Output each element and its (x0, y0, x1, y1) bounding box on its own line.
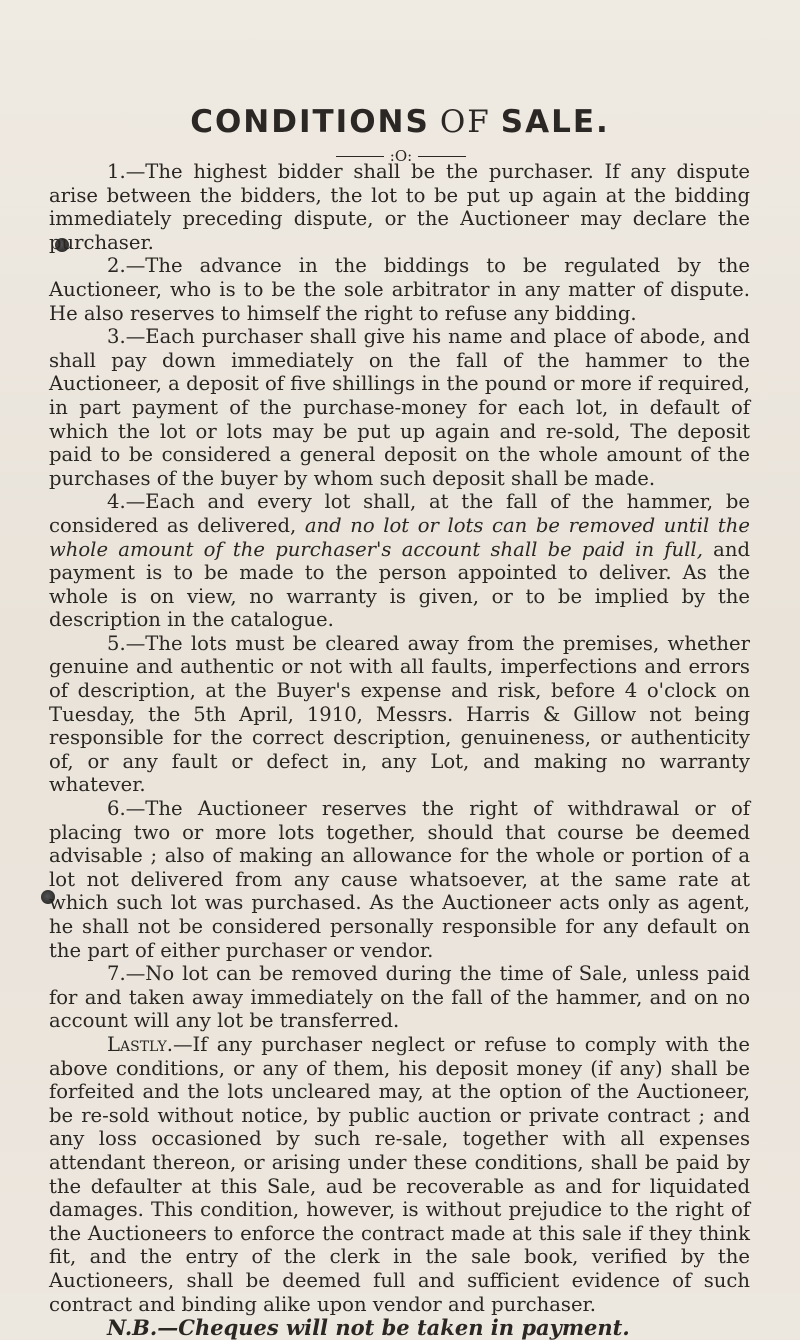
title-conditions: CONDITIONS (190, 104, 430, 140)
condition-3: 3.—Each purchaser shall give his name and place of abode, and shall pay down immediately on the fall of the hammer to the Auctioneer, a deposit of five shillings in the pound or more if required, in part payment of the purchase-money for each lot, in default of which the lot or lots may be put up again and re-sold, The deposit paid to be considered a general deposit on the whole amount of the purchases of the buyer by whom such deposit shall be made. (49, 325, 751, 490)
condition-4-start: 4.—Each and every lot shall, at the fall of the hammer, be considered as delivered, (49, 490, 750, 537)
lastly-text: —If any purchaser neglect or refuse to comply with the above conditions, or any of them, his deposit money (if any) shall be forfeited and the lots uncleared may, at the option of the Auctioneer, be re-sold without notice, by public auction or private contract ; and any loss occasioned by such re-sale, together with all expenses attendant thereon, or arising under these conditions, shall be paid by the defaulter at this Sale, aud be recoverable as and for liquidated damages. This condition, however, is without prejudice to the right of the Auctioneers to enforce the contract made at this sale if they think fit, and the entry of the clerk in the sale book, verified by the Auctioneers, shall be deemed full and sufficient evidence of such contract and binding alike upon vendor and purchaser. (49, 1032, 750, 1316)
condition-4-end: and payment is to be made to the person appointed to deliver. As the whole is on view, no warranty is given, or to be implied by the description in the catalogue. (49, 537, 750, 632)
conditions-body (49, 160, 750, 1340)
title-sale: SALE. (500, 104, 610, 140)
title-divider: :O: (336, 148, 466, 164)
page-title (0, 104, 800, 140)
condition-lastly (49, 1033, 750, 1316)
condition-7: 7.—No lot can be removed during the time of Sale, unless paid for and taken away immediately on the fall of the hammer, and on no account will any lot be transferred. (49, 962, 750, 1033)
nota-bene: N.B.—Cheques will not be taken in payment. (107, 1315, 630, 1340)
condition-4 (49, 490, 750, 632)
condition-1: 1.—The highest bidder shall be the purchaser. If any dispute arise between the bidders, the lot to be put up again at the bidding immediately preceding dispute, or the Auctioneer may declare the purchaser. (49, 160, 750, 254)
condition-2: 2.—The advance in the biddings to be regulated by the Auctioneer, who is to be the sole arbitrator in any matter of dispute. He also reserves to himself the right to refuse any bidding. (49, 254, 750, 325)
lastly-label: Lastly. (107, 1032, 173, 1056)
title-of: OF (439, 104, 491, 140)
condition-6: 6.—The Auctioneer reserves the right of withdrawal or of placing two or more lots together, should that course be deemed advisable ; also of making an allowance for the whole or portion of a lot not delivered from any cause whatsoever, at the same rate at which such lot was purchased. As the Auctioneer acts only as agent, he shall not be considered personally responsible for any default on the part of either purchaser or vendor. (49, 797, 750, 962)
condition-4-italic: and no lot or lots can be removed until the whole amount of the purchaser's account shall be paid in full, (49, 513, 750, 561)
condition-5: 5.—The lots must be cleared away from the premises, whether genuine and authentic or not with all faults, imperfections and errors of description, at the Buyer's expense and risk, before 4 o'clock on Tuesday, the 5th April, 1910, Messrs. Harris & Gillow not being responsible for the correct description, genuineness, or authenticity of, or any fault or defect in, any Lot, and making no warranty whatever. (49, 631, 750, 797)
